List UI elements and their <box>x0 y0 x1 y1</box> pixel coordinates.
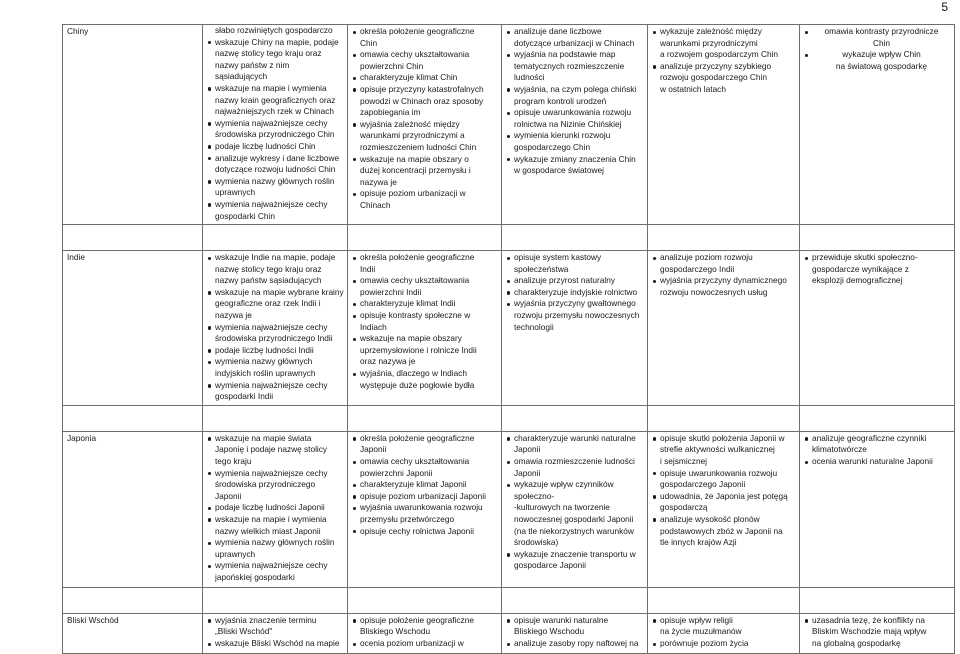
requirements-list <box>804 433 951 468</box>
requirement-item: opisuje system kastowy <box>506 252 644 264</box>
requirement-item: porównuje poziom życia <box>652 638 796 650</box>
requirements-list <box>506 615 644 650</box>
requirements-list <box>804 252 951 287</box>
requirement-item: analizuje wysokość plonów <box>652 514 796 526</box>
requirements-list <box>652 615 796 650</box>
requirement-continuation: technologii <box>514 321 554 332</box>
requirements-table <box>62 24 955 654</box>
requirements-cell <box>648 431 800 587</box>
requirement-item: wyjaśnia przyczyny dynamicznego <box>652 275 796 287</box>
requirement-continuation: środowiska przyrodniczego <box>215 479 316 490</box>
requirement-continuation: tematycznych rozmieszczenie <box>514 60 625 71</box>
requirement-item: wykazuje wpływ Chin <box>804 49 951 61</box>
requirement-item: wskazuje Chiny na mapie, podaje <box>207 37 344 49</box>
requirement-continuation: społeczno- <box>514 490 555 501</box>
country-name: Chiny <box>63 25 203 225</box>
requirement-item: wskazuje Indie na mapie, podaje <box>207 252 344 264</box>
requirement-item: określa położenie geograficzne <box>352 433 498 445</box>
requirement-item: ocenia poziom urbanizacji w <box>352 638 498 650</box>
requirement-item: wskazuje na mapie świata <box>207 433 344 445</box>
requirements-list <box>652 26 796 96</box>
requirement-item: charakteryzuje klimat Chin <box>352 72 498 84</box>
requirement-continuation: środowiska przyrodniczego Indii <box>215 333 333 344</box>
requirement-item: przewiduje skutki społeczno- <box>804 252 951 264</box>
requirement-continuation: Bliskiego Wschodu <box>360 626 431 637</box>
requirement-continuation: dotyczące urbanizacji w Chinach <box>514 37 635 48</box>
requirement-item: wyjaśnia, dlaczego w Indiach <box>352 368 498 380</box>
requirements-list <box>804 615 951 650</box>
requirement-item: opisuje przyczyny katastrofalnych <box>352 84 498 96</box>
requirement-continuation: społeczeństwa <box>514 263 569 274</box>
country-row <box>63 25 955 225</box>
requirement-continuation: warunkami przyrodniczymi <box>660 37 758 48</box>
requirement-item: omawia rozmieszczenie ludności <box>506 456 644 468</box>
requirements-list <box>207 37 344 223</box>
requirements-cell <box>502 431 648 587</box>
requirement-item: wyjaśnia przyczyny gwałtownego <box>506 298 644 310</box>
requirement-continuation: Japonię i podaje nazwę stolicy <box>215 444 328 455</box>
requirements-list <box>506 252 644 333</box>
requirement-item: ocenia warunki naturalne Japonii <box>804 456 951 468</box>
requirement-continuation: dużej koncentracji przemysłu i <box>360 165 471 176</box>
requirements-list <box>652 252 796 298</box>
requirement-item: opisuje wpływ religii <box>652 615 796 627</box>
requirement-continuation: nazwy państw sąsiadujących <box>215 275 322 286</box>
requirement-continuation: przemysłu przetwórczego <box>360 513 455 524</box>
requirements-list <box>352 615 498 650</box>
requirement-continuation: eksplozji demograficznej <box>812 275 903 286</box>
requirement-item: określa położenie geograficzne <box>352 26 498 38</box>
country-row <box>63 431 955 587</box>
requirement-continuation: Bliskim Wschodzie mają wpływ <box>812 626 927 637</box>
requirements-cell <box>502 251 648 406</box>
requirement-continuation: podstawowych zbóż w Japonii na <box>660 525 783 536</box>
requirement-continuation: klimatotwórcze <box>812 444 867 455</box>
requirement-continuation: Chin <box>360 37 378 48</box>
requirements-cell <box>203 251 348 406</box>
requirement-continuation: rolnictwa na Nizinie Chińskiej <box>514 118 622 129</box>
requirements-cell <box>800 25 955 225</box>
requirement-item: analizuje dane liczbowe <box>506 26 644 38</box>
requirement-continuation: rozwoju gospodarczego Chin <box>660 72 768 83</box>
country-name: Bliski Wschód <box>63 613 203 653</box>
requirement-continuation: gospodarki Chin <box>215 210 275 221</box>
requirements-list <box>652 433 796 549</box>
requirements-cell <box>348 431 502 587</box>
requirements-list <box>804 26 951 72</box>
requirement-item: opisuje uwarunkowania rozwoju <box>506 107 644 119</box>
requirement-item: wskazuje na mapie wybrane krainy <box>207 287 344 299</box>
requirement-item: uzasadnia tezę, że konflikty na <box>804 615 951 627</box>
requirements-cell <box>348 613 502 653</box>
requirement-item: wymienia najważniejsze cechy <box>207 199 344 211</box>
requirement-continuation: Japonii <box>360 444 387 455</box>
requirements-cell <box>348 251 502 406</box>
requirement-continuation: ludności <box>514 72 545 83</box>
requirement-continuation: gospodarczego Indii <box>660 263 735 274</box>
requirement-continuation: uprawnych <box>215 548 256 559</box>
country-name: Japonia <box>63 431 203 587</box>
requirement-item: wykazuje wpływ czynników <box>506 479 644 491</box>
requirement-continuation: Indii <box>360 263 376 274</box>
requirements-cell <box>502 613 648 653</box>
requirement-continuation: Chinach <box>360 199 391 210</box>
requirement-continuation: nazwy krain geograficznych oraz <box>215 94 336 105</box>
requirement-continuation: nowoczesnej gospodarki Japonii <box>514 513 634 524</box>
requirement-item: podaje liczbę ludności Indii <box>207 345 344 357</box>
requirement-continuation: gospodarczą <box>660 502 708 513</box>
requirement-continuation: Indiach <box>360 321 387 332</box>
requirement-item: charakteryzuje klimat Japonii <box>352 479 498 491</box>
requirements-list <box>506 26 644 177</box>
requirement-continuation: indyjskich roślin uprawnych <box>215 368 316 379</box>
requirement-item: analizuje zasoby ropy naftowej na <box>506 638 644 650</box>
requirement-continuation: nazwy państw z nim <box>215 59 290 70</box>
requirement-item: wymienia najważniejsze cechy <box>207 468 344 480</box>
requirement-item: określa położenie geograficzne <box>352 252 498 264</box>
requirement-continuation: sąsiadujących <box>215 71 268 82</box>
requirement-continuation: środowiska) <box>514 537 559 548</box>
requirements-cell <box>348 25 502 225</box>
requirement-item: opisuje poziom urbanizacji Japonii <box>352 491 498 503</box>
requirement-continuation: uprawnych <box>215 187 256 198</box>
requirements-list <box>207 433 344 584</box>
requirement-continuation: program kontroli urodzeń <box>514 95 607 106</box>
requirements-list <box>352 26 498 212</box>
requirements-cell <box>502 25 648 225</box>
requirement-continuation: geograficzne oraz rzek Indii i <box>215 298 321 309</box>
requirement-continuation: gospodarki Indii <box>215 391 274 402</box>
requirement-continuation: nazywa je <box>360 176 397 187</box>
page-number: 5 <box>941 0 948 14</box>
requirements-list <box>207 252 344 403</box>
requirement-continuation: Chin <box>872 37 891 48</box>
row-spacer <box>63 405 955 431</box>
requirement-continuation: nazywa je <box>215 310 252 321</box>
requirements-list <box>352 433 498 537</box>
requirement-item: wymienia kierunki rozwoju <box>506 130 644 142</box>
requirement-continuation: nazwę stolicy tego kraju oraz <box>215 263 322 274</box>
requirement-item: charakteryzuje indyjskie rolnictwo <box>506 287 644 299</box>
requirement-item: analizuje poziom rozwoju <box>652 252 796 264</box>
requirement-continuation: uprzemysłowione i rolnicze Indii <box>360 344 477 355</box>
requirement-continuation: Japonii <box>514 444 541 455</box>
requirement-continuation: tego kraju <box>215 456 252 466</box>
requirement-continuation: Bliskiego Wschodu <box>514 626 585 637</box>
requirement-continuation: nazwę stolicy tego kraju oraz <box>215 48 322 59</box>
requirements-cell <box>800 251 955 406</box>
requirement-item: opisuje skutki położenia Japonii w <box>652 433 796 445</box>
country-row <box>63 251 955 406</box>
requirement-item: omawia cechy ukształtowania <box>352 275 498 287</box>
requirement-item: analizuje przyczyny szybkiego <box>652 61 796 73</box>
requirement-item: wyjaśnia znaczenie terminu <box>207 615 344 627</box>
requirement-continuation: środowiska przyrodniczego Chin <box>215 129 335 140</box>
row-spacer <box>63 225 955 251</box>
requirements-cell <box>800 431 955 587</box>
requirement-continuation: i sejsmicznej <box>660 456 708 466</box>
requirement-continuation: w ostatnich latach <box>660 83 726 94</box>
requirements-list <box>506 433 644 572</box>
requirement-continuation: występuje duże pogłowie bydła <box>360 379 475 390</box>
requirement-item: wskazuje na mapie i wymienia <box>207 514 344 526</box>
requirement-item: analizuje przyrost naturalny <box>506 275 644 287</box>
continued-note: słabo rozwiniętych gospodarczo <box>215 25 333 35</box>
requirement-item: charakteryzuje warunki naturalne <box>506 433 644 445</box>
requirement-continuation: warunkami przyrodniczymi a <box>360 130 465 141</box>
requirement-continuation: rozwoju przemysłu nowoczesnych <box>514 310 640 321</box>
requirement-continuation: powierzchni Indii <box>360 286 422 297</box>
requirement-item: udowadnia, że Japonia jest potęgą <box>652 491 796 503</box>
requirement-continuation: gospodarcze wynikające z <box>812 263 909 274</box>
requirements-cell <box>800 613 955 653</box>
requirement-continuation: gospodarczego Chin <box>514 141 591 152</box>
requirements-cell <box>203 613 348 653</box>
requirement-continuation: strefie aktywności wulkanicznej <box>660 444 775 455</box>
requirement-item: wyjaśnia na podstawie map <box>506 49 644 61</box>
requirement-continuation: rozwoju nowoczesnych usług <box>660 286 768 297</box>
requirement-continuation: zapobiegania im <box>360 107 421 118</box>
requirement-item: podaje liczbę ludności Japonii <box>207 502 344 514</box>
requirement-continuation: „Bliski Wschód" <box>215 626 273 637</box>
requirement-continuation: najważniejszych rzek w Chinach <box>215 106 334 117</box>
requirement-continuation: japońskiej gospodarki <box>215 571 295 582</box>
requirement-continuation: Japonii <box>514 467 541 478</box>
requirement-continuation: gospodarczego Japonii <box>660 479 746 490</box>
country-name: Indie <box>63 251 203 406</box>
requirement-item: podaje liczbę ludności Chin <box>207 141 344 153</box>
requirement-continuation: powierzchni Japonii <box>360 467 433 478</box>
requirements-list <box>207 615 344 650</box>
requirement-continuation: na życie muzułmanów <box>660 626 742 637</box>
requirement-continuation: na globalną gospodarkę <box>812 638 901 648</box>
requirement-continuation: a rozwojem gospodarczym Chin <box>660 49 779 60</box>
requirement-item: wskazuje Bliski Wschód na mapie <box>207 638 344 650</box>
requirement-continuation: powodzi w Chinach oraz sposoby <box>360 95 484 106</box>
requirement-continuation: tle innych krajów Azji <box>660 537 737 548</box>
requirement-item: wymienia najważniejsze cechy <box>207 322 344 334</box>
requirements-list <box>352 252 498 391</box>
requirement-item: analizuje wykresy i dane liczbowe <box>207 153 344 165</box>
requirement-continuation: dotyczące rozwoju ludności Chin <box>215 164 336 175</box>
requirements-cell <box>203 431 348 587</box>
requirement-item: wykazuje zależność między <box>652 26 796 38</box>
requirement-item: opisuje kontrasty społeczne w <box>352 310 498 322</box>
requirement-item: wskazuje na mapie obszary <box>352 333 498 345</box>
requirement-item: omawia cechy ukształtowania <box>352 49 498 61</box>
requirement-item: opisuje uwarunkowania rozwoju <box>652 468 796 480</box>
requirement-item: wymienia nazwy głównych <box>207 356 344 368</box>
requirements-cell <box>648 251 800 406</box>
row-spacer <box>63 587 955 613</box>
requirement-item: omawia kontrasty przyrodnicze <box>804 26 951 38</box>
requirements-cell <box>203 25 348 225</box>
requirement-continuation: nazwy wielkich miast Japonii <box>215 525 321 536</box>
requirement-item: wykazuje zmiany znaczenia Chin <box>506 154 644 166</box>
requirement-item: opisuje poziom urbanizacji w <box>352 188 498 200</box>
requirement-item: wskazuje na mapie obszary o <box>352 154 498 166</box>
requirement-item: wymienia najważniejsze cechy <box>207 560 344 572</box>
requirement-continuation: (na tle niekorzystnych warunków <box>514 525 634 536</box>
country-row <box>63 613 955 653</box>
requirement-item: wymienia najważniejsze cechy <box>207 380 344 392</box>
requirement-item: opisuje cechy rolnictwa Japonii <box>352 526 498 538</box>
requirement-item: wyjaśnia uwarunkowania rozwoju <box>352 502 498 514</box>
requirement-item: wyjaśnia, na czym polega chiński <box>506 84 644 96</box>
requirement-continuation: powierzchni Chin <box>360 60 424 71</box>
requirement-continuation: w gospodarce światowej <box>514 165 604 176</box>
requirement-item: opisuje warunki naturalne <box>506 615 644 627</box>
requirement-item: omawia cechy ukształtowania <box>352 456 498 468</box>
requirements-cell <box>648 25 800 225</box>
requirement-item: charakteryzuje klimat Indii <box>352 298 498 310</box>
requirement-continuation: -kulturowych na tworzenie <box>514 502 610 513</box>
requirement-item: analizuje geograficzne czynniki <box>804 433 951 445</box>
requirements-cell <box>648 613 800 653</box>
requirement-item: wymienia nazwy głównych roślin <box>207 537 344 549</box>
requirement-item: wymienia najważniejsze cechy <box>207 118 344 130</box>
requirement-continuation: Japonii <box>215 490 242 501</box>
requirement-item: wymienia nazwy głównych roślin <box>207 176 344 188</box>
requirement-item: wskazuje na mapie i wymienia <box>207 83 344 95</box>
requirement-continuation: oraz nazywa je <box>360 356 416 367</box>
requirement-item: wyjaśnia zależność między <box>352 119 498 131</box>
requirement-item: wykazuje znaczenie transportu w <box>506 549 644 561</box>
requirement-continuation: na światową gospodarkę <box>835 60 928 71</box>
requirement-continuation: gospodarce Japonii <box>514 560 586 571</box>
requirement-item: opisuje położenie geograficzne <box>352 615 498 627</box>
requirement-continuation: rozmieszczeniem ludności Chin <box>360 141 477 152</box>
